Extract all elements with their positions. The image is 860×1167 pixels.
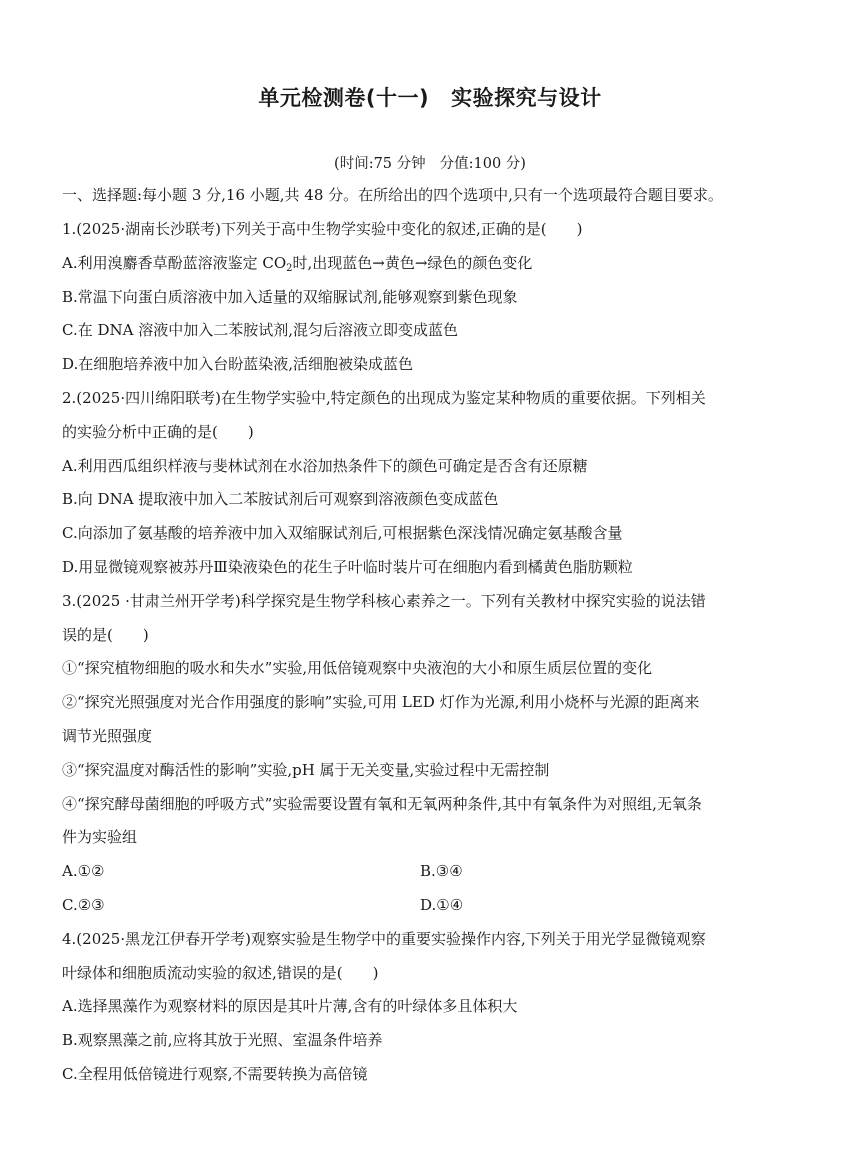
q3-stem-line1: 3.(2025 ·甘肃兰州开学考)科学探究是生物学科核心素养之一。下列有关教材中探究实验的说法错 [62,592,706,610]
q1-option-a-subscript: 2 [286,263,293,274]
q3-option-b: B.③④ [420,862,463,880]
q3-option-c: C.②③ [62,896,105,914]
q4-option-a: A.选择黑藻作为观察材料的原因是其叶片薄,含有的叶绿体多且体积大 [62,997,518,1015]
title-main: 单元检测卷(十一) [258,86,430,110]
q1-stem: 1.(2025·湖南长沙联考)下列关于高中生物学实验中变化的叙述,正确的是( ) [62,220,583,238]
q4-stem-line1: 4.(2025·黑龙江伊春开学考)观察实验是生物学中的重要实验操作内容,下列关于用光学显微镜观察 [62,930,706,948]
q2-option-c: C.向添加了氨基酸的培养液中加入双缩脲试剂后,可根据紫色深浅情况确定氨基酸含量 [62,524,623,542]
total-score: 分值:100 分) [439,156,526,172]
q2-option-d: D.用显微镜观察被苏丹Ⅲ染液染色的花生子叶临时装片可在细胞内看到橘黄色脂肪颗粒 [62,558,633,576]
q2-option-a: A.利用西瓜组织样液与斐林试剂在水浴加热条件下的颜色可确定是否含有还原糖 [62,457,588,475]
q1-option-b: B.常温下向蛋白质溶液中加入适量的双缩脲试剂,能够观察到紫色现象 [62,288,518,306]
q3-stem-line2: 误的是( ) [62,626,149,644]
q3-statement-2-line1: ②“探究光照强度对光合作用强度的影响”实验,可用 LED 灯作为光源,利用小烧杯与光源的距离来 [62,693,700,711]
page-title [0,82,860,112]
q4-stem-line2: 叶绿体和细胞质流动实验的叙述,错误的是( ) [62,964,379,982]
q3-statement-3: ③“探究温度对酶活性的影响”实验,pH 属于无关变量,实验过程中无需控制 [62,761,550,779]
exam-meta [0,152,860,173]
time-limit: (时间:75 分钟 [334,156,426,172]
q3-statement-1: ①“探究植物细胞的吸水和失水”实验,用低倍镜观察中央液泡的大小和原生质层位置的变化 [62,659,653,677]
q1-option-c: C.在 DNA 溶液中加入二苯胺试剂,混匀后溶液立即变成蓝色 [62,321,459,339]
q3-option-d: D.①④ [420,896,464,914]
q2-stem-line2: 的实验分析中正确的是( ) [62,423,254,441]
q3-statement-2-line2: 调节光照强度 [62,727,153,745]
q2-stem-line1: 2.(2025·四川绵阳联考)在生物学实验中,特定颜色的出现成为鉴定某种物质的重要依据。下列相关 [62,389,706,407]
q1-option-a-text-end: 时,出现蓝色→黄色→绿色的颜色变化 [292,254,533,272]
q3-option-a: A.①② [62,862,105,880]
q2-option-b: B.向 DNA 提取液中加入二苯胺试剂后可观察到溶液颜色变成蓝色 [62,490,499,508]
q1-option-a [62,253,532,273]
title-subject: 实验探究与设计 [451,86,602,110]
section-heading: 一、选择题:每小题 3 分,16 小题,共 48 分。在所给出的四个选项中,只有一个选项最符合题目要求。 [62,186,723,204]
q1-option-a-text: A.利用溴麝香草酚蓝溶液鉴定 CO [62,254,287,272]
q3-statement-4-line2: 件为实验组 [62,828,138,846]
q1-option-d: D.在细胞培养液中加入台盼蓝染液,活细胞被染成蓝色 [62,355,414,373]
q4-option-c: C.全程用低倍镜进行观察,不需要转换为高倍镜 [62,1065,368,1083]
q3-statement-4-line1: ④“探究酵母菌细胞的呼吸方式”实验需要设置有氧和无氧两种条件,其中有氧条件为对照组,无氧条 [62,795,702,813]
q4-option-b: B.观察黑藻之前,应将其放于光照、室温条件培养 [62,1031,383,1049]
